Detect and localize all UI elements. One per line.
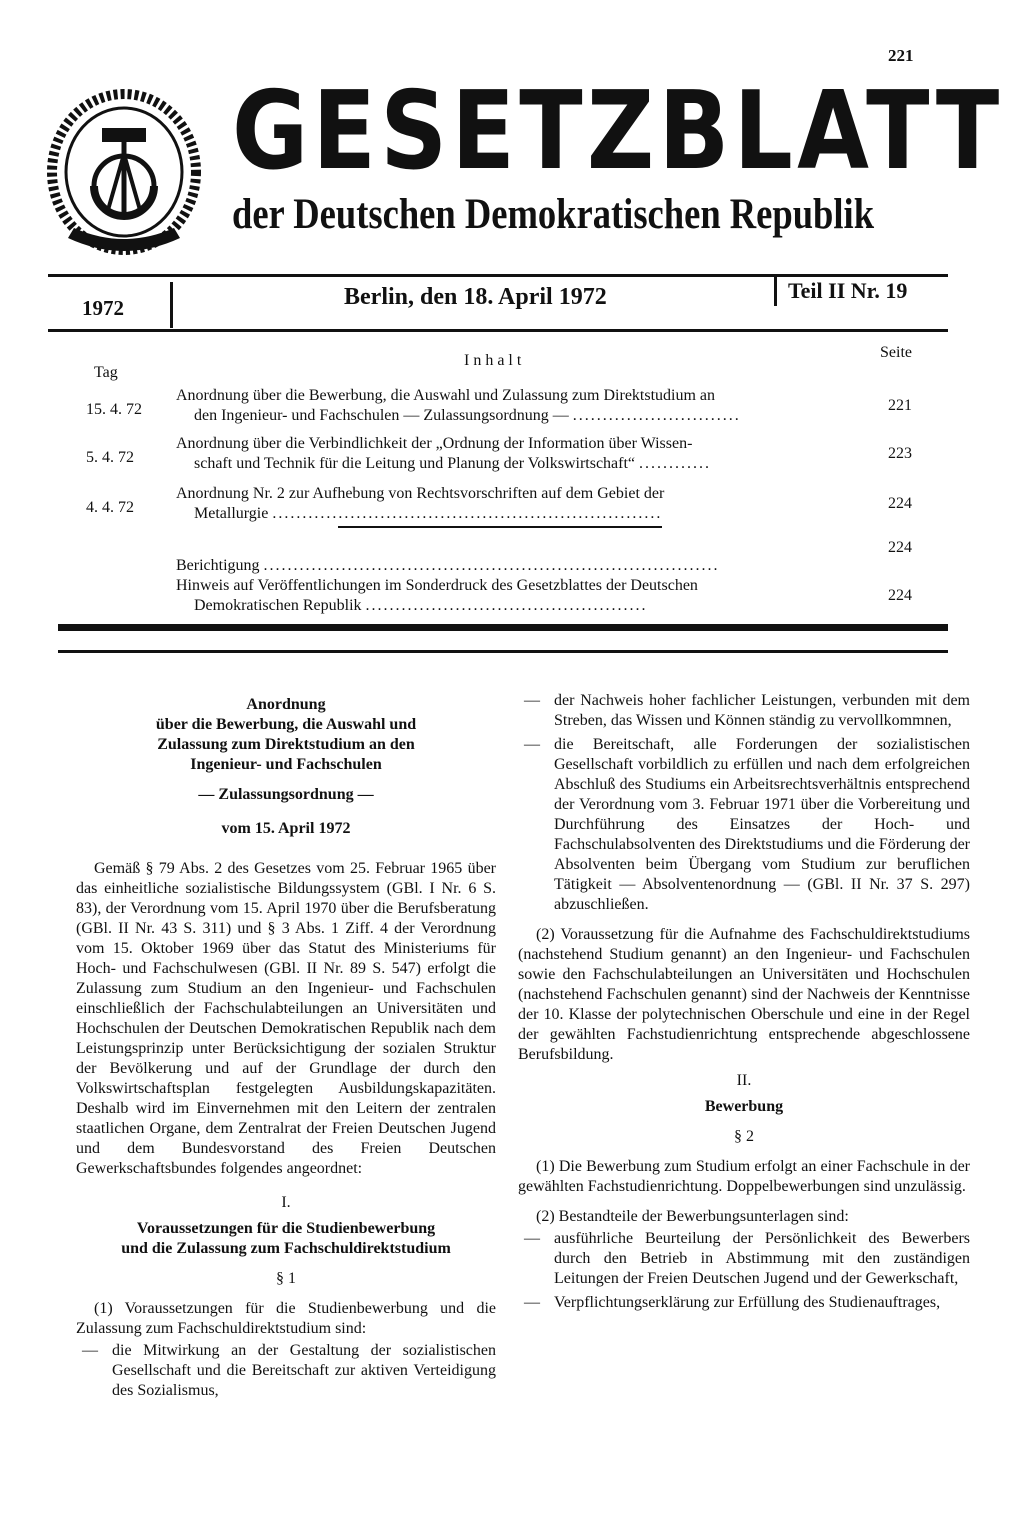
leader-dots: ............................................... bbox=[365, 597, 648, 614]
toc-header-seite: Seite bbox=[880, 344, 912, 361]
toc-entry-date: 5. 4. 72 bbox=[86, 449, 134, 466]
toc-entry-line bbox=[176, 504, 836, 524]
paragraph-text: (1) Die Bewerbung zum Studium erfolgt an einer Fachschule in der gewählten Fachstudienrichtung. Doppelbewerbungen sind unzulässig. bbox=[518, 1158, 970, 1195]
toc-entry-line-text: den Ingenieur- und Fachschulen — Zulassungsordnung — bbox=[194, 407, 569, 424]
leader-dots: ............................................................................ bbox=[263, 557, 720, 574]
issue-bar-top-rule bbox=[48, 274, 948, 277]
list-item bbox=[518, 735, 970, 915]
masthead-subtitle: der Deutschen Demokratischen Republik bbox=[232, 191, 875, 238]
toc-entry-line-text: Metallurgie bbox=[194, 505, 269, 522]
toc-entry-line: Hinweis auf Veröffentlichungen im Sonderdruck des Gesetzblattes der Deutschen bbox=[176, 577, 698, 594]
toc-entry-date: 15. 4. 72 bbox=[86, 401, 142, 418]
state-emblem-icon bbox=[44, 88, 204, 256]
toc-entry-text bbox=[176, 386, 836, 426]
toc-entry-line-text: schaft und Technik für die Leitung und Planung der Volkswirtschaft“ bbox=[194, 455, 636, 472]
page-number: 221 bbox=[888, 46, 914, 65]
issue-bar-divider bbox=[170, 282, 173, 328]
article-title-line: Anordnung bbox=[246, 696, 326, 713]
toc-entry-page: 224 bbox=[888, 495, 912, 512]
toc-entry-line bbox=[176, 596, 836, 616]
section-title-line: und die Zulassung zum Fachschuldirektstudium bbox=[121, 1240, 451, 1257]
list-item-text: ausführliche Beurteilung der Persönlichkeit des Bewerbers durch den Betrieb in Abstimmung mit den zuständigen Leitungen der Freien Deutschen Jugend und der Gewerkschaft, bbox=[554, 1230, 970, 1287]
toc-entry-text bbox=[176, 434, 836, 474]
article-subtitle: — Zulassungsordnung — bbox=[198, 786, 374, 803]
article-title-line: Zulassung zum Direktstudium an den bbox=[157, 736, 415, 753]
issue-date: Berlin, den 18. April 1972 bbox=[344, 284, 607, 310]
toc-bottom-thin-rule bbox=[58, 650, 948, 653]
list-item bbox=[518, 1293, 970, 1313]
dash-marker: — bbox=[524, 692, 540, 709]
issue-year: 1972 bbox=[82, 296, 124, 320]
leader-dots: ............................ bbox=[572, 407, 741, 424]
article-preamble: Gemäß § 79 Abs. 2 des Gesetzes vom 25. Februar 1965 über das einheitliche sozialistische Bildungssystem (GBl. I Nr. 6 S. 83), der Verordnung vom 15. April 1970 über die Berufsberatung (GBl. II Nr. 43 S. 311) und § 3 Abs. 1 Ziff. 4 der Verordnung vom 15. Oktober 1969 über das Statut des Ministeriums für Hoch- und Fachschulwesen (GBl. II Nr. 89 S. 547) erfolgt die Zulassung zum Studium an den Ingenieur- und Fachschulen einschließlich der Fachschulabteilungen an Universitäten und Hochschulen der Deutschen Demokratischen Republik nach dem Leistungsprinzip unter Berücksichtigung der sozialen Struktur der Bevölkerung und auf der Grundlage der durch den Volkswirtschaftsplan festgelegten Ausbildungskapazitäten. Deshalb wird im Einvernehmen mit den Leitern der zentralen staatlichen Organe, dem Zentralrat der Freien Deutschen Jugend und dem Bundesvorstand des Freien Deutschen Gewerkschaftsbundes folgendes angeordnet: bbox=[76, 860, 496, 1177]
leader-dots: ............ bbox=[639, 455, 712, 472]
toc-entry-page: 224 bbox=[888, 539, 912, 556]
dash-marker: — bbox=[82, 1342, 98, 1359]
list-item-text: die Bereitschaft, alle Forderungen der sozialistischen Gesellschaft vorbildlich zu erfüllen und nach dem erfolgreichen Abschluß des Studiums ein Arbeitsrechtsverhältnis entsprechend der Verordnung vom 3. Februar 1971 über die Vorbereitung und Durchführung des Einsatzes der Hoch- und Fachschulabsolventen des Direktstudiums und die Förderung der Absolventen beim Übergang vom Studium zur beruflichen Tätigkeit — Absolventenordnung — (GBl. II Nr. 37 S. 297) abzuschließen. bbox=[554, 736, 970, 913]
masthead-title: GESETZBLATT bbox=[232, 69, 1004, 194]
section-title-line: Voraussetzungen für die Studienbewerbung bbox=[136, 1220, 436, 1237]
issue-part: Teil II Nr. 19 bbox=[788, 278, 908, 303]
issue-bar-divider bbox=[774, 274, 777, 306]
toc-entry-line bbox=[176, 454, 836, 474]
toc-entry-page: 221 bbox=[888, 397, 912, 414]
article-date: vom 15. April 1972 bbox=[221, 820, 351, 837]
toc-bottom-thick-rule bbox=[58, 624, 948, 631]
leader-dots: ................................................................. bbox=[272, 505, 663, 522]
list-item bbox=[518, 691, 970, 731]
section-title: Bewerbung bbox=[704, 1098, 784, 1115]
toc-entry-line: Anordnung über die Bewerbung, die Auswahl und Zulassung zum Direktstudium an bbox=[176, 387, 716, 404]
toc-entry-text bbox=[176, 484, 836, 524]
toc-entry-text bbox=[176, 576, 836, 616]
section-number: I. bbox=[281, 1194, 291, 1211]
list-item-text: Verpflichtungserklärung zur Erfüllung des Studienauftrages, bbox=[554, 1294, 941, 1311]
list-item-text: die Mitwirkung an der Gestaltung der sozialistischen Gesellschaft und die Bereitschaft zur aktiven Verteidigung des Sozialismus, bbox=[112, 1342, 496, 1399]
article-title-line: Ingenieur- und Fachschulen bbox=[190, 756, 382, 773]
toc-entry-line bbox=[176, 406, 836, 426]
list-item-text: der Nachweis hoher fachlicher Leistungen, verbunden mit dem Streben, das Wissen und Können ständig zu vervollkommnen, bbox=[554, 692, 970, 729]
list-item bbox=[76, 1341, 496, 1401]
list-item bbox=[518, 1229, 970, 1289]
toc-separator bbox=[338, 526, 662, 528]
toc-entry-line-text: Demokratischen Republik bbox=[194, 597, 362, 614]
toc-header-tag: Tag bbox=[94, 364, 118, 381]
toc-header-inhalt: Inhalt bbox=[464, 352, 526, 369]
article-column-left bbox=[76, 695, 496, 1401]
article-column-right bbox=[518, 692, 970, 1313]
article-title-line: über die Bewerbung, die Auswahl und bbox=[155, 716, 417, 733]
paragraph-text: (2) Bestandteile der Bewerbungsunterlagen sind: bbox=[536, 1208, 849, 1225]
toc-entry-line: Anordnung Nr. 2 zur Aufhebung von Rechtsvorschriften auf dem Gebiet der bbox=[176, 485, 665, 502]
toc-entry-page: 223 bbox=[888, 445, 912, 462]
issue-bar-bottom-rule bbox=[48, 329, 948, 332]
toc-entry-line: Anordnung über die Verbindlichkeit der „Ordnung der Information über Wissen- bbox=[176, 435, 693, 452]
issue-bar bbox=[48, 274, 948, 332]
toc-entry-text bbox=[176, 556, 836, 576]
paragraph-text: (2) Voraussetzung für die Aufnahme des Fachschuldirektstudiums (nachstehend Studium genannt) an den Ingenieur- und Fachschulen sowie den Fachschulabteilungen an Universitäten und Hochschulen (nachstehend Fachschulen genannt) sind der Nachweis der Kenntnisse der 10. Klasse der polytechnischen Oberschule und eine in der Regel der gewählten Fachstudienrichtung entsprechende abgeschlossene Berufsbildung. bbox=[518, 926, 970, 1063]
dash-marker: — bbox=[524, 736, 540, 753]
dash-marker: — bbox=[524, 1294, 540, 1311]
paragraph-text: (1) Voraussetzungen für die Studienbewerbung und die Zulassung zum Fachschuldirektstudium sind: bbox=[76, 1300, 496, 1337]
dash-marker: — bbox=[524, 1230, 540, 1247]
toc-entry-line-text: Berichtigung bbox=[176, 557, 260, 574]
paragraph-number: § 1 bbox=[276, 1270, 296, 1287]
toc-entry-page: 224 bbox=[888, 587, 912, 604]
section-number: II. bbox=[736, 1072, 752, 1089]
toc-entry-date: 4. 4. 72 bbox=[86, 499, 134, 516]
paragraph-number: § 2 bbox=[734, 1128, 754, 1145]
